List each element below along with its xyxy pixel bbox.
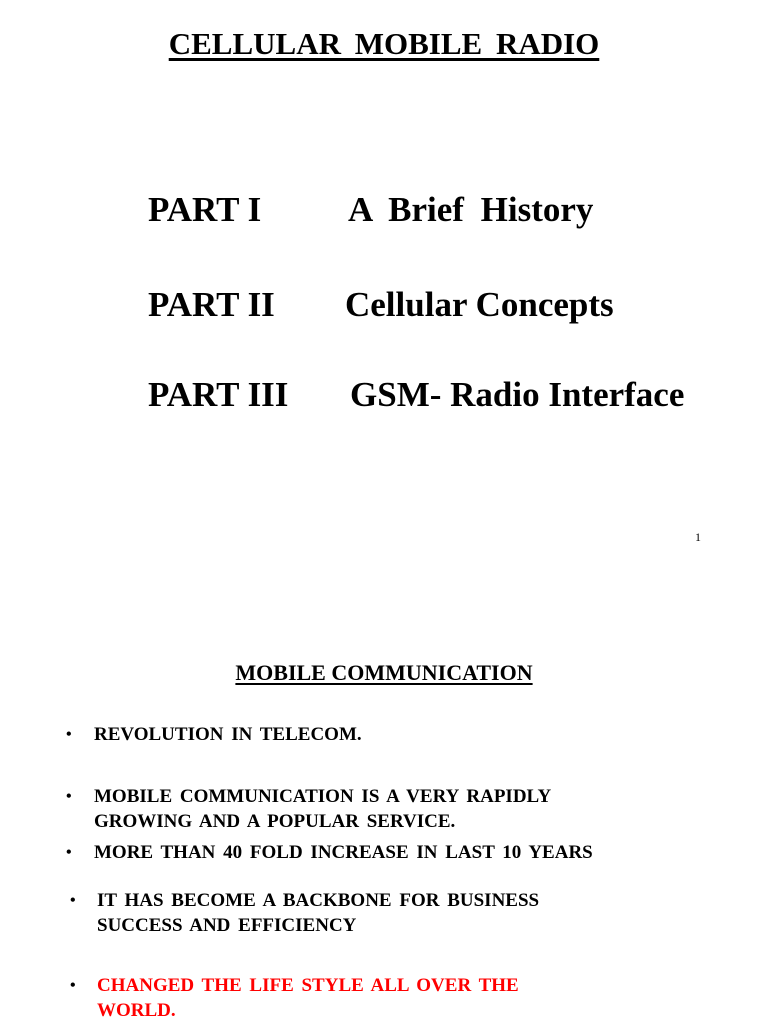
part-label: PART III: [148, 375, 289, 414]
bullet-text: [97, 973, 519, 1023]
bullet-text: [97, 888, 539, 938]
bullet-line: CHANGED THE LIFE STYLE ALL OVER THE: [97, 975, 519, 996]
bullet-icon: •: [66, 788, 72, 805]
bullet-line: IT HAS BECOME A BACKBONE FOR BUSINESS: [97, 890, 540, 911]
bullet-line: SUCCESS AND EFFICIENCY: [97, 915, 357, 936]
slide-mobile-communication: [0, 560, 768, 1024]
part-title: A Brief History: [348, 190, 594, 229]
bullet-icon: •: [70, 892, 76, 909]
bullet-text: [94, 840, 593, 865]
part-label: PART I: [148, 190, 262, 229]
bullet-line: GROWING AND A POPULAR SERVICE.: [94, 811, 456, 832]
bullet-icon: •: [70, 977, 76, 994]
bullet-text: [94, 784, 551, 834]
part-title: Cellular Concepts: [345, 285, 614, 324]
slide-title: MOBILE COMMUNICATION: [235, 660, 533, 685]
bullet-line: MOBILE COMMUNICATION IS A VERY RAPIDLY: [94, 786, 552, 807]
slide-title: CELLULAR MOBILE RADIO: [168, 26, 600, 61]
part-title: GSM- Radio Interface: [350, 375, 685, 414]
bullet-icon: •: [66, 726, 72, 743]
page-number: 1: [695, 530, 701, 544]
bullet-line: WORLD.: [97, 1000, 176, 1021]
bullet-line: MORE THAN 40 FOLD INCREASE IN LAST 10 YEARS: [94, 842, 593, 863]
bullet-line: REVOLUTION IN TELECOM.: [94, 724, 362, 745]
bullet-icon: •: [66, 844, 72, 861]
bullet-text: [94, 722, 362, 747]
part-label: PART II: [148, 285, 275, 324]
